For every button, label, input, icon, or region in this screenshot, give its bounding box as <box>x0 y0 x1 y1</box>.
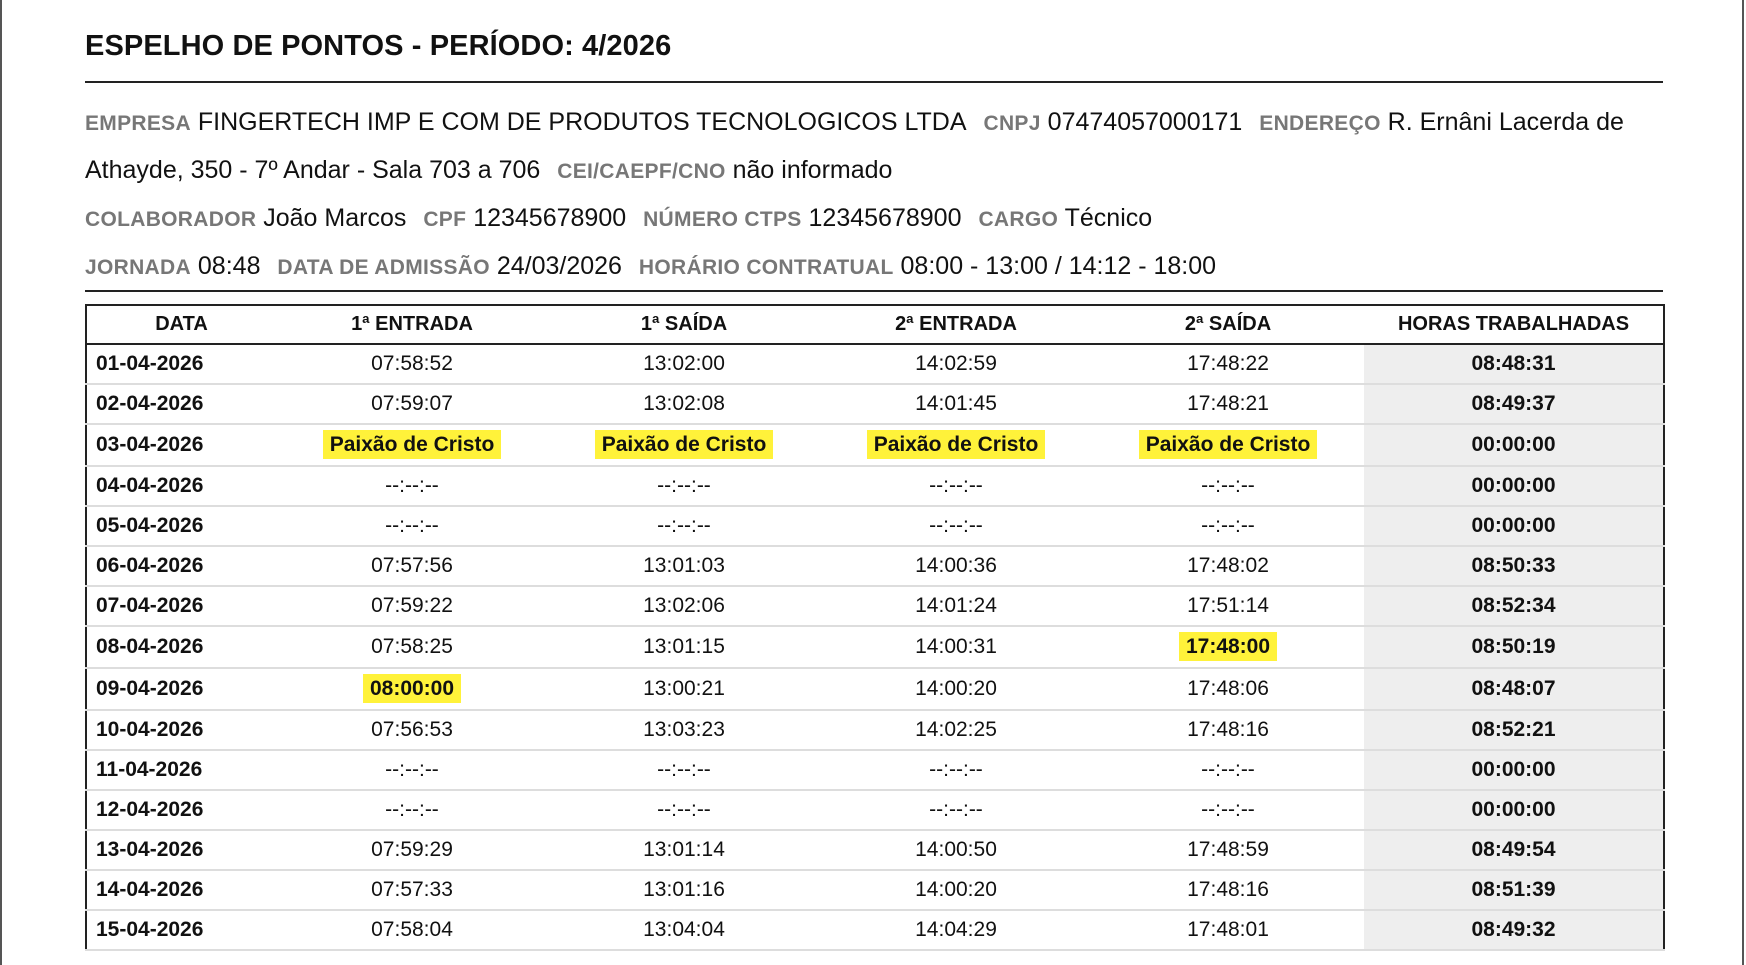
table-row <box>86 750 1664 790</box>
cell-date: 12-04-2026 <box>86 790 276 830</box>
table-row <box>86 830 1664 870</box>
admissao-label: DATA DE ADMISSÃO <box>277 256 490 279</box>
cell-2a-saida: 17:48:59 <box>1092 830 1364 870</box>
empresa-value: FINGERTECH IMP E COM DE PRODUTOS TECNOLOGICOS LTDA <box>197 108 967 136</box>
cell-horas-trabalhadas: 00:00:00 <box>1364 466 1664 506</box>
cell-horas-trabalhadas: 08:49:32 <box>1364 910 1664 950</box>
cell-2a-saida: 17:48:06 <box>1092 668 1364 710</box>
table-row <box>86 710 1664 750</box>
cell-1a-saida <box>548 424 820 466</box>
cell-horas-trabalhadas: 08:48:31 <box>1364 344 1664 384</box>
table-row <box>86 384 1664 424</box>
cell-1a-entrada: 07:57:33 <box>276 870 548 910</box>
timesheet-table <box>85 304 1665 951</box>
colaborador-value: João Marcos <box>263 204 407 232</box>
cell-2a-entrada <box>820 424 1092 466</box>
cell-2a-saida: 17:48:16 <box>1092 870 1364 910</box>
cell-2a-entrada: 14:00:31 <box>820 626 1092 668</box>
cell-1a-entrada: --:--:-- <box>276 750 548 790</box>
cell-1a-saida: 13:03:23 <box>548 710 820 750</box>
ctps-label: NÚMERO CTPS <box>643 208 802 231</box>
cell-2a-entrada: 14:00:20 <box>820 668 1092 710</box>
cell-horas-trabalhadas: 08:49:54 <box>1364 830 1664 870</box>
cell-2a-entrada: 14:00:20 <box>820 870 1092 910</box>
cell-1a-saida: 13:00:21 <box>548 668 820 710</box>
table-row <box>86 668 1664 710</box>
table-body <box>86 344 1664 950</box>
cell-date: 10-04-2026 <box>86 710 276 750</box>
cell-2a-saida: 17:48:02 <box>1092 546 1364 586</box>
cell-2a-saida: --:--:-- <box>1092 466 1364 506</box>
cell-1a-entrada: --:--:-- <box>276 466 548 506</box>
cell-1a-saida: 13:02:06 <box>548 586 820 626</box>
cell-1a-entrada: 07:57:56 <box>276 546 548 586</box>
cell-1a-saida: --:--:-- <box>548 790 820 830</box>
cell-date: 04-04-2026 <box>86 466 276 506</box>
cell-horas-trabalhadas: 08:52:21 <box>1364 710 1664 750</box>
employee-info <box>85 83 1663 290</box>
cargo-label: CARGO <box>978 208 1059 231</box>
cell-horas-trabalhadas: 08:51:39 <box>1364 870 1664 910</box>
cpf-value: 12345678900 <box>473 204 627 232</box>
cnpj-value: 07474057000171 <box>1047 108 1243 136</box>
cell-1a-entrada: 07:58:04 <box>276 910 548 950</box>
cell-2a-entrada: 14:00:50 <box>820 830 1092 870</box>
cpf-label: CPF <box>423 208 467 231</box>
highlighted-value: Paixão de Cristo <box>867 430 1046 459</box>
cell-2a-saida: 17:48:22 <box>1092 344 1364 384</box>
cell-horas-trabalhadas: 00:00:00 <box>1364 424 1664 466</box>
table-row <box>86 344 1664 384</box>
cell-1a-entrada: 07:59:22 <box>276 586 548 626</box>
cell-date: 05-04-2026 <box>86 506 276 546</box>
cell-1a-entrada: --:--:-- <box>276 506 548 546</box>
cell-2a-saida: --:--:-- <box>1092 790 1364 830</box>
highlighted-value: Paixão de Cristo <box>595 430 774 459</box>
cell-2a-saida <box>1092 424 1364 466</box>
cell-1a-entrada <box>276 668 548 710</box>
schedule-info <box>85 243 1663 291</box>
col-header-1a-saida: 1ª SAÍDA <box>548 305 820 344</box>
highlighted-value: Paixão de Cristo <box>1139 430 1318 459</box>
table-row <box>86 506 1664 546</box>
cell-2a-entrada: --:--:-- <box>820 466 1092 506</box>
highlighted-value: 08:00:00 <box>363 674 461 703</box>
cell-2a-entrada: 14:02:59 <box>820 344 1092 384</box>
page-title: ESPELHO DE PONTOS - PERÍODO: 4/2026 <box>85 30 672 62</box>
table-row <box>86 546 1664 586</box>
cell-2a-entrada: --:--:-- <box>820 750 1092 790</box>
cell-1a-saida: 13:02:08 <box>548 384 820 424</box>
cell-1a-entrada: 07:56:53 <box>276 710 548 750</box>
cell-date: 01-04-2026 <box>86 344 276 384</box>
cell-date: 03-04-2026 <box>86 424 276 466</box>
cell-2a-entrada: 14:04:29 <box>820 910 1092 950</box>
cell-date: 14-04-2026 <box>86 870 276 910</box>
admissao-value: 24/03/2026 <box>496 252 622 280</box>
cell-2a-entrada: --:--:-- <box>820 790 1092 830</box>
cell-1a-saida: 13:01:14 <box>548 830 820 870</box>
cell-horas-trabalhadas: 00:00:00 <box>1364 750 1664 790</box>
endereco-value: R. Ernâni Lacerda de Athayde, 350 - 7º Andar - Sala 703 a 706 <box>85 108 1624 184</box>
cell-1a-entrada: --:--:-- <box>276 790 548 830</box>
col-header-2a-saida: 2ª SAÍDA <box>1092 305 1364 344</box>
horario-label: HORÁRIO CONTRATUAL <box>638 256 894 279</box>
cell-1a-entrada: 07:58:25 <box>276 626 548 668</box>
table-row <box>86 586 1664 626</box>
cell-1a-saida: 13:01:15 <box>548 626 820 668</box>
cargo-value: Técnico <box>1064 204 1153 232</box>
cell-1a-saida: 13:04:04 <box>548 910 820 950</box>
jornada-label: JORNADA <box>85 256 191 279</box>
col-header-1a-entrada: 1ª ENTRADA <box>276 305 548 344</box>
cell-2a-entrada: 14:00:36 <box>820 546 1092 586</box>
cell-2a-saida: --:--:-- <box>1092 506 1364 546</box>
cell-date: 15-04-2026 <box>86 910 276 950</box>
cell-1a-entrada: 07:58:52 <box>276 344 548 384</box>
cell-2a-entrada: 14:02:25 <box>820 710 1092 750</box>
cell-1a-saida: --:--:-- <box>548 466 820 506</box>
cell-1a-entrada: 07:59:07 <box>276 384 548 424</box>
ctps-value: 12345678900 <box>808 204 962 232</box>
cell-2a-saida: 17:48:16 <box>1092 710 1364 750</box>
cell-date: 13-04-2026 <box>86 830 276 870</box>
collaborator-info <box>85 195 1663 243</box>
table-row <box>86 910 1664 950</box>
cell-2a-entrada: 14:01:24 <box>820 586 1092 626</box>
colaborador-label: COLABORADOR <box>85 208 257 231</box>
cell-date: 08-04-2026 <box>86 626 276 668</box>
cell-horas-trabalhadas: 08:49:37 <box>1364 384 1664 424</box>
highlighted-value: 17:48:00 <box>1179 632 1277 661</box>
cell-horas-trabalhadas: 08:50:19 <box>1364 626 1664 668</box>
cell-1a-saida: 13:01:03 <box>548 546 820 586</box>
cell-2a-saida: --:--:-- <box>1092 750 1364 790</box>
cell-date: 11-04-2026 <box>86 750 276 790</box>
cell-date: 06-04-2026 <box>86 546 276 586</box>
col-header-horas-trabalhadas: HORAS TRABALHADAS <box>1364 305 1664 344</box>
cell-horas-trabalhadas: 08:52:34 <box>1364 586 1664 626</box>
cell-horas-trabalhadas: 00:00:00 <box>1364 506 1664 546</box>
cell-2a-entrada: 14:01:45 <box>820 384 1092 424</box>
cell-2a-entrada: --:--:-- <box>820 506 1092 546</box>
cell-horas-trabalhadas: 08:48:07 <box>1364 668 1664 710</box>
cell-2a-saida: 17:48:01 <box>1092 910 1364 950</box>
cei-value: não informado <box>732 156 893 184</box>
cell-date: 02-04-2026 <box>86 384 276 424</box>
cell-1a-entrada <box>276 424 548 466</box>
cell-2a-saida: 17:51:14 <box>1092 586 1364 626</box>
col-header-2a-entrada: 2ª ENTRADA <box>820 305 1092 344</box>
cell-horas-trabalhadas: 08:50:33 <box>1364 546 1664 586</box>
cell-horas-trabalhadas: 00:00:00 <box>1364 790 1664 830</box>
cell-date: 09-04-2026 <box>86 668 276 710</box>
table-row <box>86 466 1664 506</box>
cell-1a-saida: --:--:-- <box>548 506 820 546</box>
cell-date: 07-04-2026 <box>86 586 276 626</box>
cell-1a-entrada: 07:59:29 <box>276 830 548 870</box>
horario-value: 08:00 - 13:00 / 14:12 - 18:00 <box>900 252 1217 280</box>
table-header-row <box>86 305 1664 344</box>
company-info <box>85 99 1663 195</box>
table-row <box>86 870 1664 910</box>
endereco-label: ENDEREÇO <box>1259 112 1381 135</box>
cell-2a-saida <box>1092 626 1364 668</box>
report-content <box>85 0 1663 951</box>
cell-1a-saida: 13:01:16 <box>548 870 820 910</box>
empresa-label: EMPRESA <box>85 112 191 135</box>
cnpj-label: CNPJ <box>983 112 1041 135</box>
highlighted-value: Paixão de Cristo <box>323 430 502 459</box>
col-header-data: DATA <box>86 305 276 344</box>
table-row <box>86 790 1664 830</box>
cell-2a-saida: 17:48:21 <box>1092 384 1364 424</box>
table-row <box>86 626 1664 668</box>
cell-1a-saida: 13:02:00 <box>548 344 820 384</box>
table-row <box>86 424 1664 466</box>
jornada-value: 08:48 <box>197 252 261 280</box>
cell-1a-saida: --:--:-- <box>548 750 820 790</box>
cei-label: CEI/CAEPF/CNO <box>557 160 726 183</box>
